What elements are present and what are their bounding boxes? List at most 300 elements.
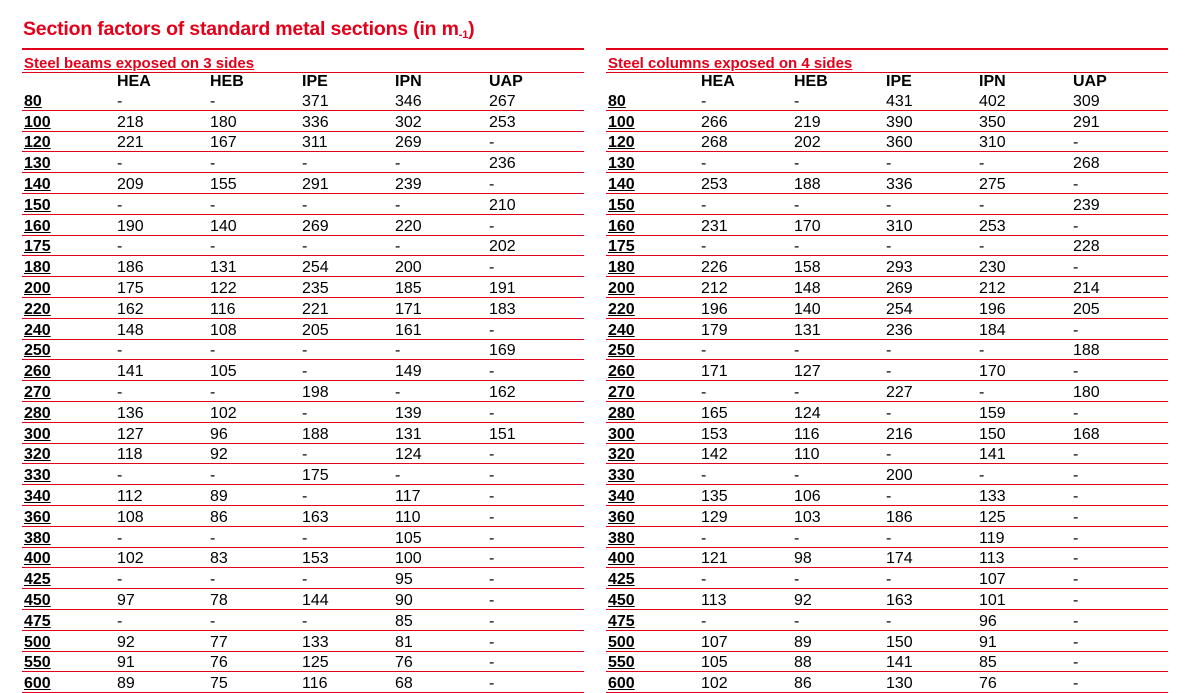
columns-cell-size: 150 — [606, 193, 701, 214]
columns-cell-heb: - — [794, 90, 886, 110]
beams-cell-hea: 108 — [117, 505, 210, 526]
beams-row — [22, 381, 584, 402]
columns-cell-hea: 226 — [701, 256, 794, 277]
beams-cell-size: 380 — [22, 526, 117, 547]
columns-cell-ipn: 212 — [979, 277, 1073, 298]
beams-cell-heb: 122 — [210, 277, 302, 298]
columns-cell-hea: 212 — [701, 277, 794, 298]
beams-cell-ipe: - — [302, 360, 395, 381]
beams-cell-heb: 155 — [210, 173, 302, 194]
columns-cell-ipe: 269 — [886, 277, 979, 298]
page-title-unit-exponent: -1 — [458, 29, 469, 41]
columns-table-title: Steel columns exposed on 4 sides — [608, 55, 853, 72]
columns-row — [606, 256, 1168, 277]
columns-cell-uap: 228 — [1073, 235, 1168, 256]
beams-cell-hea: 92 — [117, 630, 210, 651]
columns-cell-ipe: 216 — [886, 422, 979, 443]
beams-cell-ipe: - — [302, 443, 395, 464]
columns-row — [606, 173, 1168, 194]
columns-cell-heb: 86 — [794, 672, 886, 693]
beams-row — [22, 589, 584, 610]
beams-cell-ipn: 269 — [395, 131, 489, 152]
columns-row — [606, 297, 1168, 318]
columns-row — [606, 360, 1168, 381]
columns-cell-uap: - — [1073, 443, 1168, 464]
columns-cell-uap: - — [1073, 505, 1168, 526]
beams-cell-ipn: 105 — [395, 526, 489, 547]
beams-cell-hea: - — [117, 193, 210, 214]
columns-cell-uap: - — [1073, 360, 1168, 381]
beams-row — [22, 235, 584, 256]
columns-cell-hea: 105 — [701, 651, 794, 672]
columns-cell-uap: - — [1073, 131, 1168, 152]
columns-cell-size: 175 — [606, 235, 701, 256]
beams-cell-ipn: - — [395, 152, 489, 173]
beams-cell-ipe: 291 — [302, 173, 395, 194]
columns-cell-hea: - — [701, 339, 794, 360]
beams-cell-hea: - — [117, 526, 210, 547]
columns-cell-hea: 153 — [701, 422, 794, 443]
columns-cell-heb: 106 — [794, 485, 886, 506]
beams-cell-ipn: 200 — [395, 256, 489, 277]
beams-cell-ipn: 302 — [395, 110, 489, 131]
beams-cell-uap: - — [489, 214, 584, 235]
columns-cell-uap: 180 — [1073, 381, 1168, 402]
beams-cell-uap: - — [489, 547, 584, 568]
beams-cell-hea: - — [117, 609, 210, 630]
columns-cell-ipn: 113 — [979, 547, 1073, 568]
beams-cell-uap: - — [489, 401, 584, 422]
beams-cell-uap: - — [489, 464, 584, 485]
columns-cell-hea: - — [701, 235, 794, 256]
columns-cell-hea: - — [701, 381, 794, 402]
beams-table-body — [22, 90, 584, 693]
beams-cell-hea: 148 — [117, 318, 210, 339]
columns-cell-uap: 214 — [1073, 277, 1168, 298]
beams-cell-size: 240 — [22, 318, 117, 339]
beams-cell-uap: - — [489, 173, 584, 194]
beams-cell-ipn: 220 — [395, 214, 489, 235]
columns-cell-ipe: - — [886, 193, 979, 214]
columns-cell-size: 270 — [606, 381, 701, 402]
columns-row — [606, 651, 1168, 672]
beams-cell-ipn: 90 — [395, 589, 489, 610]
columns-cell-size: 360 — [606, 505, 701, 526]
beams-table — [22, 73, 584, 693]
columns-cell-uap: - — [1073, 318, 1168, 339]
columns-row — [606, 401, 1168, 422]
beams-cell-size: 330 — [22, 464, 117, 485]
columns-cell-size: 380 — [606, 526, 701, 547]
beams-cell-uap: - — [489, 568, 584, 589]
columns-col-ipe: IPE — [886, 73, 912, 90]
columns-cell-heb: 89 — [794, 630, 886, 651]
columns-header-row — [606, 73, 1168, 90]
columns-col-uap: UAP — [1073, 73, 1107, 90]
columns-cell-ipn: 85 — [979, 651, 1073, 672]
beams-cell-ipn: 171 — [395, 297, 489, 318]
beams-cell-heb: 75 — [210, 672, 302, 693]
beams-cell-hea: 97 — [117, 589, 210, 610]
beams-cell-ipe: 153 — [302, 547, 395, 568]
columns-row — [606, 235, 1168, 256]
columns-cell-heb: - — [794, 381, 886, 402]
beams-cell-ipe: - — [302, 401, 395, 422]
columns-cell-size: 300 — [606, 422, 701, 443]
columns-cell-ipn: 96 — [979, 609, 1073, 630]
beams-cell-uap: - — [489, 256, 584, 277]
columns-cell-size: 120 — [606, 131, 701, 152]
columns-cell-size: 340 — [606, 485, 701, 506]
beams-cell-size: 475 — [22, 609, 117, 630]
beams-cell-hea: 209 — [117, 173, 210, 194]
beams-row — [22, 609, 584, 630]
beams-cell-ipe: 125 — [302, 651, 395, 672]
beams-cell-uap: - — [489, 526, 584, 547]
columns-cell-heb: 158 — [794, 256, 886, 277]
beams-cell-heb: 92 — [210, 443, 302, 464]
beams-cell-heb: - — [210, 609, 302, 630]
columns-cell-heb: 170 — [794, 214, 886, 235]
beams-cell-ipe: - — [302, 609, 395, 630]
columns-cell-hea: 165 — [701, 401, 794, 422]
beams-cell-uap: - — [489, 318, 584, 339]
beams-top-rule — [22, 48, 584, 50]
columns-cell-ipn: - — [979, 339, 1073, 360]
beams-cell-heb: - — [210, 339, 302, 360]
beams-cell-ipn: - — [395, 464, 489, 485]
columns-cell-ipe: - — [886, 152, 979, 173]
columns-cell-heb: 98 — [794, 547, 886, 568]
beams-row — [22, 256, 584, 277]
columns-cell-ipe: 390 — [886, 110, 979, 131]
columns-cell-ipn: 141 — [979, 443, 1073, 464]
beams-row — [22, 443, 584, 464]
beams-cell-ipe: 311 — [302, 131, 395, 152]
beams-cell-hea: - — [117, 152, 210, 173]
beams-row — [22, 152, 584, 173]
columns-cell-uap: - — [1073, 568, 1168, 589]
beams-cell-size: 425 — [22, 568, 117, 589]
columns-cell-ipe: 186 — [886, 505, 979, 526]
columns-cell-ipn: 150 — [979, 422, 1073, 443]
beams-cell-uap: 236 — [489, 152, 584, 173]
beams-cell-size: 150 — [22, 193, 117, 214]
columns-cell-size: 140 — [606, 173, 701, 194]
columns-cell-uap: 309 — [1073, 90, 1168, 110]
beams-cell-heb: - — [210, 152, 302, 173]
columns-cell-uap: 291 — [1073, 110, 1168, 131]
beams-cell-size: 140 — [22, 173, 117, 194]
columns-cell-hea: 231 — [701, 214, 794, 235]
beams-cell-size: 400 — [22, 547, 117, 568]
columns-row — [606, 339, 1168, 360]
beams-cell-uap: - — [489, 443, 584, 464]
beams-row — [22, 318, 584, 339]
beams-cell-ipe: - — [302, 339, 395, 360]
columns-cell-hea: 253 — [701, 173, 794, 194]
columns-cell-uap: - — [1073, 485, 1168, 506]
columns-row — [606, 381, 1168, 402]
columns-cell-size: 550 — [606, 651, 701, 672]
beams-cell-heb: - — [210, 193, 302, 214]
beams-cell-uap: 151 — [489, 422, 584, 443]
columns-cell-ipn: 101 — [979, 589, 1073, 610]
beams-panel — [22, 48, 584, 693]
beams-cell-hea: 118 — [117, 443, 210, 464]
beams-cell-hea: 112 — [117, 485, 210, 506]
columns-cell-ipe: 141 — [886, 651, 979, 672]
columns-cell-size: 100 — [606, 110, 701, 131]
beams-cell-heb: 77 — [210, 630, 302, 651]
columns-cell-size: 200 — [606, 277, 701, 298]
beams-row — [22, 214, 584, 235]
beams-row — [22, 568, 584, 589]
columns-cell-ipn: 159 — [979, 401, 1073, 422]
beams-cell-ipn: 149 — [395, 360, 489, 381]
beams-col-uap: UAP — [489, 73, 523, 90]
beams-cell-heb: 78 — [210, 589, 302, 610]
beams-cell-size: 220 — [22, 297, 117, 318]
columns-cell-heb: 92 — [794, 589, 886, 610]
columns-cell-size: 280 — [606, 401, 701, 422]
beams-row — [22, 630, 584, 651]
columns-row — [606, 485, 1168, 506]
columns-cell-heb: 116 — [794, 422, 886, 443]
columns-cell-ipn: - — [979, 235, 1073, 256]
columns-cell-hea: - — [701, 90, 794, 110]
beams-cell-heb: 140 — [210, 214, 302, 235]
columns-cell-heb: 131 — [794, 318, 886, 339]
beams-cell-hea: - — [117, 235, 210, 256]
beams-cell-size: 100 — [22, 110, 117, 131]
beams-cell-uap: 202 — [489, 235, 584, 256]
beams-cell-heb: - — [210, 235, 302, 256]
beams-cell-ipe: - — [302, 568, 395, 589]
columns-row — [606, 110, 1168, 131]
beams-cell-ipe: 254 — [302, 256, 395, 277]
beams-cell-hea: - — [117, 464, 210, 485]
beams-row — [22, 131, 584, 152]
beams-cell-hea: 102 — [117, 547, 210, 568]
columns-cell-ipn: 310 — [979, 131, 1073, 152]
beams-cell-size: 80 — [22, 90, 117, 110]
columns-row — [606, 526, 1168, 547]
beams-cell-hea: - — [117, 339, 210, 360]
beams-col-ipn: IPN — [395, 73, 422, 90]
beams-cell-heb: 180 — [210, 110, 302, 131]
columns-cell-size: 450 — [606, 589, 701, 610]
beams-cell-size: 200 — [22, 277, 117, 298]
columns-cell-hea: 268 — [701, 131, 794, 152]
columns-row — [606, 90, 1168, 110]
beams-cell-size: 550 — [22, 651, 117, 672]
columns-cell-uap: - — [1073, 651, 1168, 672]
columns-cell-size: 600 — [606, 672, 701, 693]
beams-cell-hea: 186 — [117, 256, 210, 277]
columns-cell-ipe: - — [886, 568, 979, 589]
beams-cell-hea: - — [117, 381, 210, 402]
beams-row — [22, 485, 584, 506]
beams-cell-ipn: 185 — [395, 277, 489, 298]
columns-cell-uap: 239 — [1073, 193, 1168, 214]
beams-cell-hea: 218 — [117, 110, 210, 131]
beams-row — [22, 173, 584, 194]
columns-cell-heb: - — [794, 609, 886, 630]
columns-cell-ipe: - — [886, 526, 979, 547]
columns-cell-ipn: 402 — [979, 90, 1073, 110]
columns-cell-hea: 135 — [701, 485, 794, 506]
columns-row — [606, 152, 1168, 173]
beams-cell-size: 260 — [22, 360, 117, 381]
columns-col-size — [606, 73, 701, 90]
columns-panel — [606, 48, 1168, 693]
beams-cell-heb: 116 — [210, 297, 302, 318]
beams-table-header — [22, 73, 584, 90]
columns-cell-ipn: 184 — [979, 318, 1073, 339]
columns-cell-size: 475 — [606, 609, 701, 630]
columns-cell-uap: - — [1073, 630, 1168, 651]
columns-cell-uap: 188 — [1073, 339, 1168, 360]
columns-cell-uap: 205 — [1073, 297, 1168, 318]
beams-cell-heb: - — [210, 526, 302, 547]
beams-cell-ipn: - — [395, 193, 489, 214]
columns-cell-ipn: 170 — [979, 360, 1073, 381]
columns-cell-size: 130 — [606, 152, 701, 173]
beams-cell-size: 320 — [22, 443, 117, 464]
columns-cell-ipn: 91 — [979, 630, 1073, 651]
columns-cell-hea: 102 — [701, 672, 794, 693]
page-title-text: Section factors of standard metal sections (in m — [23, 18, 459, 40]
beams-cell-ipe: 198 — [302, 381, 395, 402]
beams-row — [22, 422, 584, 443]
columns-row — [606, 214, 1168, 235]
beams-row — [22, 360, 584, 381]
beams-cell-hea: 127 — [117, 422, 210, 443]
columns-cell-ipn: 196 — [979, 297, 1073, 318]
columns-cell-uap: - — [1073, 672, 1168, 693]
beams-row — [22, 464, 584, 485]
columns-row — [606, 464, 1168, 485]
columns-cell-ipe: 254 — [886, 297, 979, 318]
beams-cell-size: 450 — [22, 589, 117, 610]
columns-row — [606, 589, 1168, 610]
columns-cell-ipe: 150 — [886, 630, 979, 651]
beams-cell-uap: 162 — [489, 381, 584, 402]
columns-cell-ipe: 227 — [886, 381, 979, 402]
columns-cell-size: 330 — [606, 464, 701, 485]
beams-cell-hea: 141 — [117, 360, 210, 381]
beams-row — [22, 651, 584, 672]
beams-row — [22, 339, 584, 360]
columns-row — [606, 672, 1168, 693]
beams-cell-uap: - — [489, 505, 584, 526]
beams-cell-heb: 102 — [210, 401, 302, 422]
beams-cell-size: 300 — [22, 422, 117, 443]
beams-cell-ipn: - — [395, 235, 489, 256]
beams-row — [22, 672, 584, 693]
columns-cell-size: 320 — [606, 443, 701, 464]
columns-cell-ipn: 119 — [979, 526, 1073, 547]
columns-cell-hea: - — [701, 609, 794, 630]
columns-cell-ipe: 336 — [886, 173, 979, 194]
columns-cell-size: 180 — [606, 256, 701, 277]
columns-row — [606, 547, 1168, 568]
beams-cell-heb: 89 — [210, 485, 302, 506]
columns-cell-ipe: - — [886, 443, 979, 464]
columns-cell-uap: - — [1073, 526, 1168, 547]
columns-row — [606, 443, 1168, 464]
beams-cell-ipe: - — [302, 526, 395, 547]
columns-cell-ipe: 360 — [886, 131, 979, 152]
columns-cell-ipn: 107 — [979, 568, 1073, 589]
beams-cell-uap: 210 — [489, 193, 584, 214]
columns-cell-size: 220 — [606, 297, 701, 318]
columns-table-header — [606, 73, 1168, 90]
columns-row — [606, 318, 1168, 339]
beams-cell-heb: - — [210, 381, 302, 402]
beams-cell-ipe: 269 — [302, 214, 395, 235]
beams-cell-hea: - — [117, 90, 210, 110]
columns-cell-ipe: 293 — [886, 256, 979, 277]
columns-col-heb: HEB — [794, 73, 828, 90]
beams-cell-size: 600 — [22, 672, 117, 693]
beams-cell-hea: 221 — [117, 131, 210, 152]
columns-cell-ipn: - — [979, 193, 1073, 214]
columns-cell-ipn: - — [979, 464, 1073, 485]
beams-row — [22, 547, 584, 568]
columns-cell-size: 160 — [606, 214, 701, 235]
beams-cell-uap: - — [489, 485, 584, 506]
beams-cell-hea: 162 — [117, 297, 210, 318]
columns-cell-hea: 142 — [701, 443, 794, 464]
columns-cell-uap: - — [1073, 256, 1168, 277]
columns-cell-heb: 127 — [794, 360, 886, 381]
columns-cell-uap: - — [1073, 173, 1168, 194]
columns-cell-ipn: 275 — [979, 173, 1073, 194]
beams-cell-ipe: - — [302, 152, 395, 173]
columns-cell-heb: - — [794, 568, 886, 589]
columns-cell-heb: - — [794, 152, 886, 173]
beams-col-ipe: IPE — [302, 73, 328, 90]
beams-cell-uap: - — [489, 630, 584, 651]
beams-row — [22, 90, 584, 110]
columns-col-ipn: IPN — [979, 73, 1006, 90]
columns-cell-ipe: 130 — [886, 672, 979, 693]
columns-cell-hea: - — [701, 464, 794, 485]
beams-cell-hea: 89 — [117, 672, 210, 693]
columns-cell-hea: 196 — [701, 297, 794, 318]
beams-row — [22, 505, 584, 526]
beams-cell-ipe: 175 — [302, 464, 395, 485]
beams-cell-ipe: 371 — [302, 90, 395, 110]
columns-cell-uap: 168 — [1073, 422, 1168, 443]
beams-cell-hea: 190 — [117, 214, 210, 235]
columns-table-body — [606, 90, 1168, 693]
beams-cell-hea: 136 — [117, 401, 210, 422]
columns-top-rule — [606, 48, 1168, 50]
columns-cell-heb: 202 — [794, 131, 886, 152]
beams-cell-heb: - — [210, 568, 302, 589]
columns-cell-heb: 140 — [794, 297, 886, 318]
columns-cell-ipe: 174 — [886, 547, 979, 568]
beams-cell-uap: - — [489, 651, 584, 672]
columns-cell-ipn: - — [979, 152, 1073, 173]
columns-cell-ipe: 163 — [886, 589, 979, 610]
columns-cell-ipn: - — [979, 381, 1073, 402]
beams-cell-ipe: 221 — [302, 297, 395, 318]
columns-cell-size: 250 — [606, 339, 701, 360]
